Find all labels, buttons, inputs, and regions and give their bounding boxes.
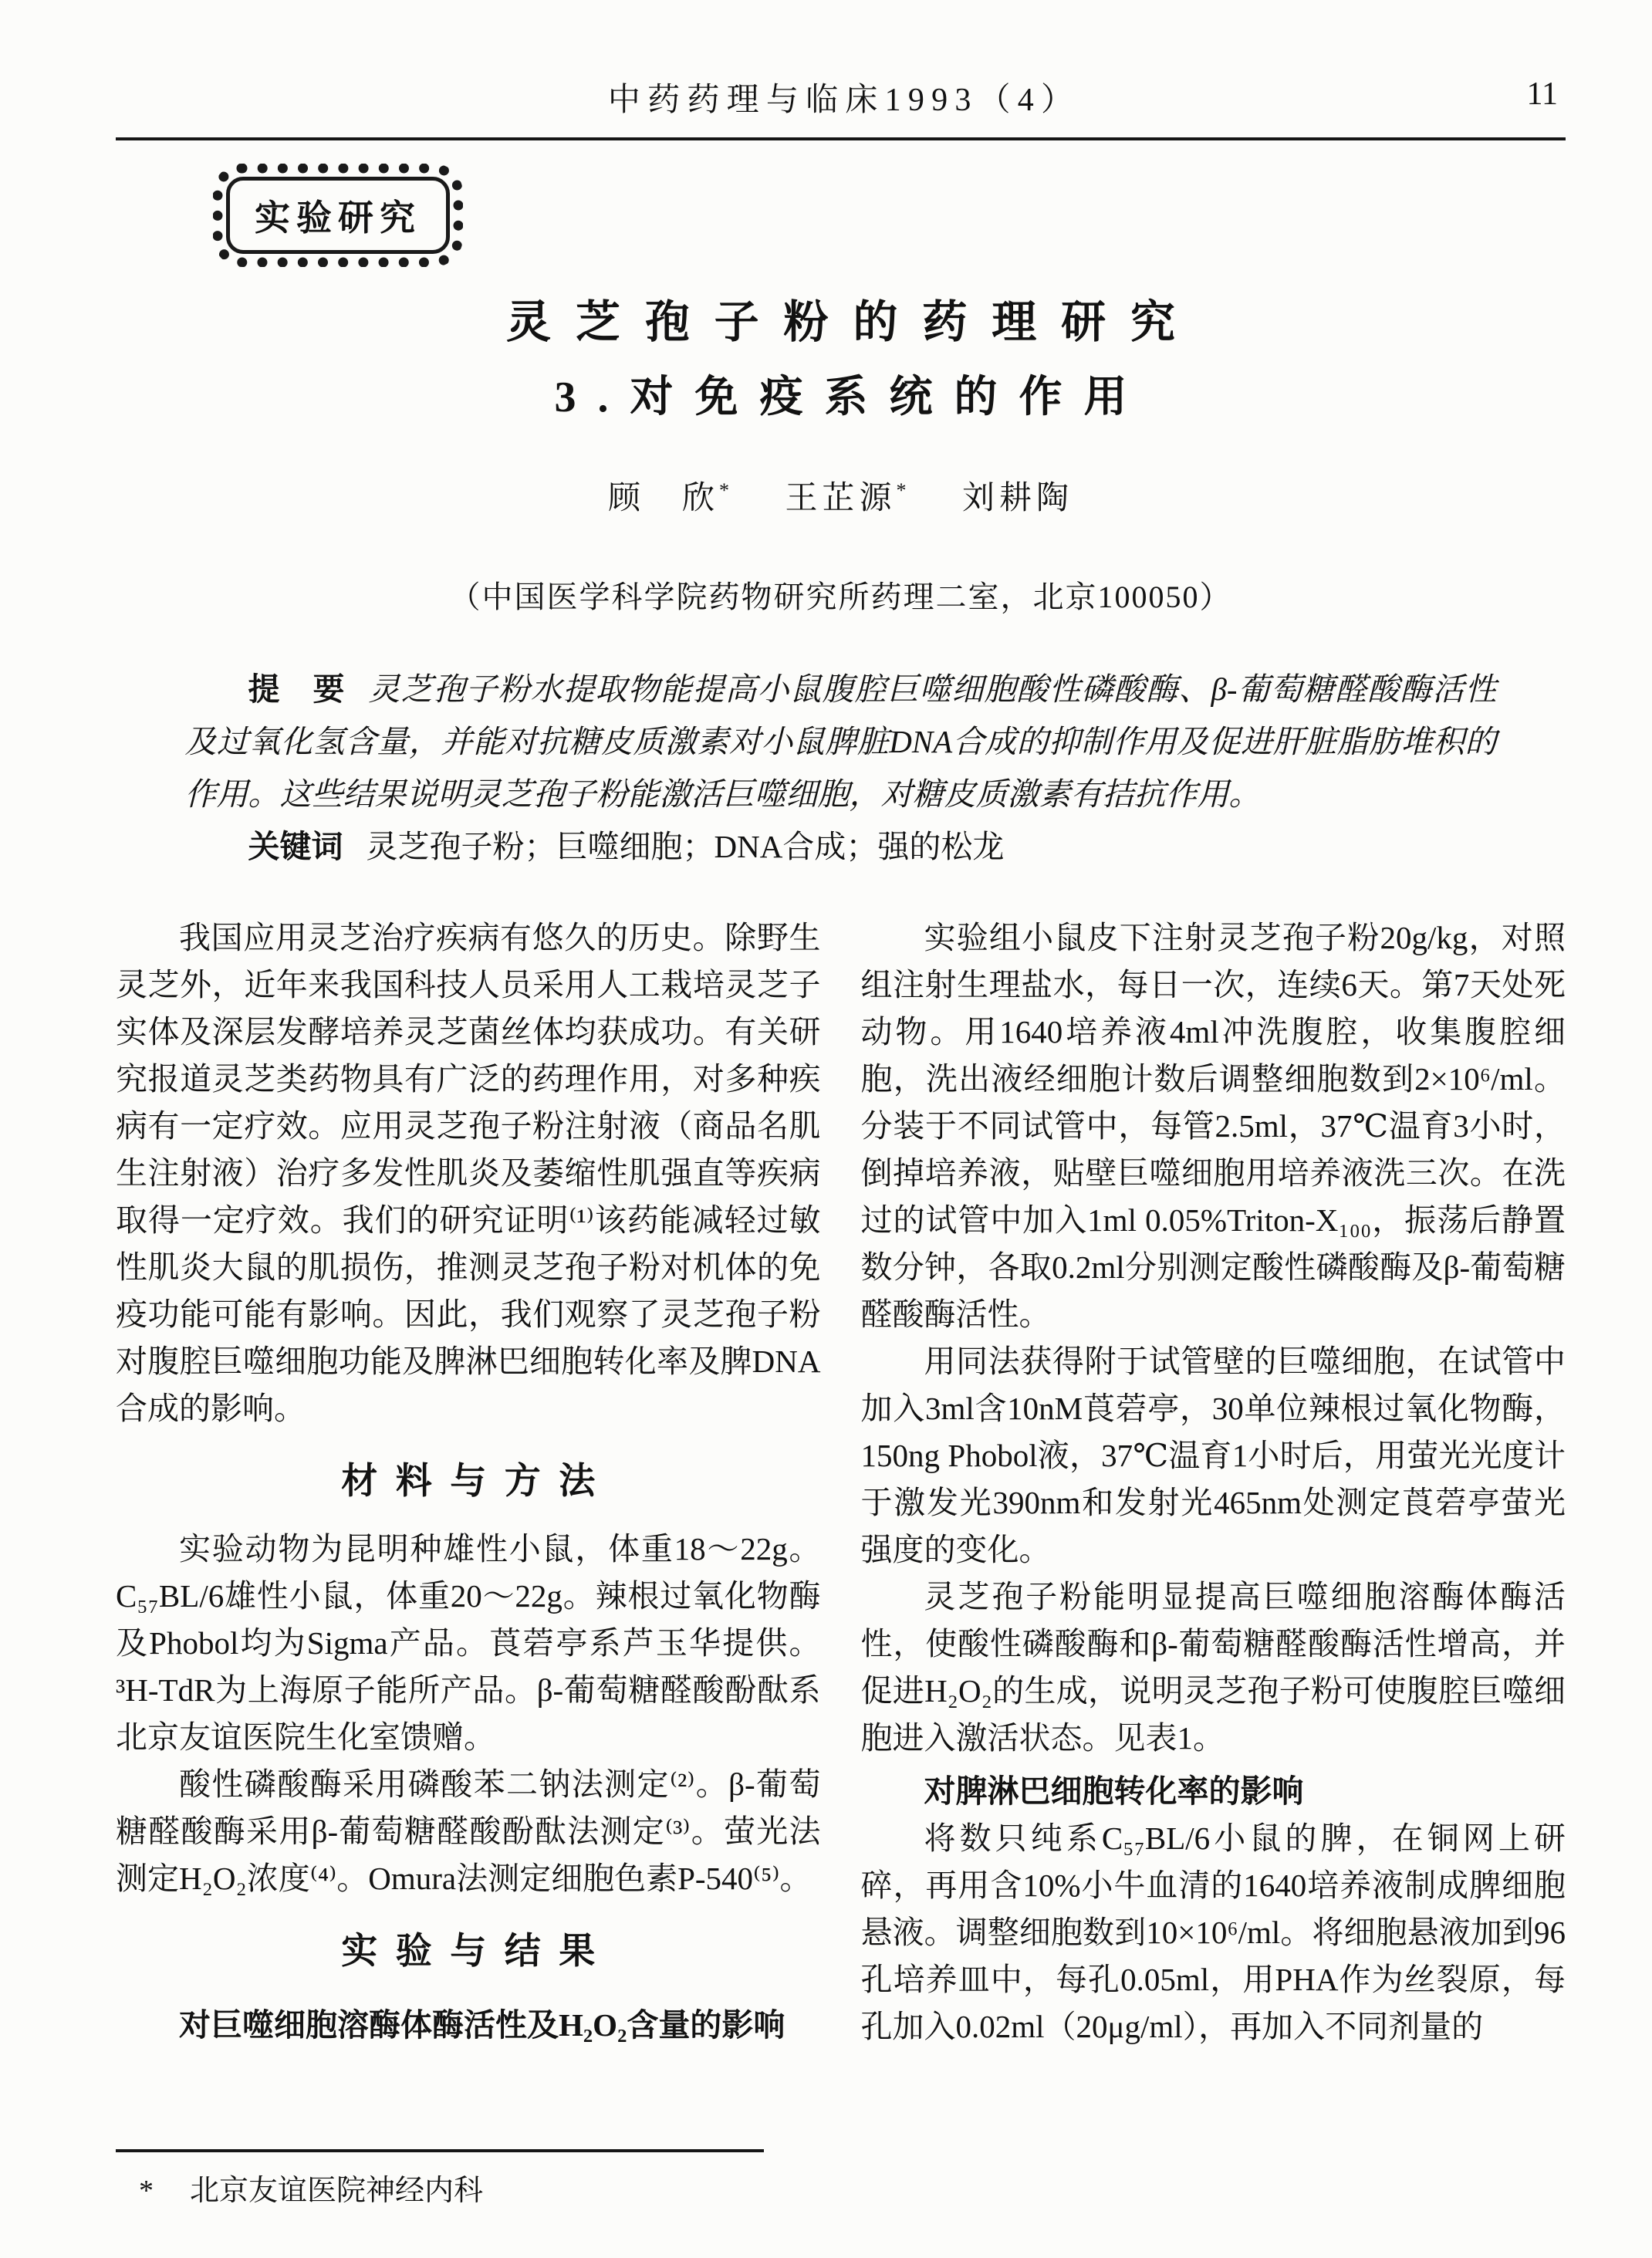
results-paragraph: 将数只纯系C₅₇BL/6小鼠的脾，在铜网上研碎，再用含10%小牛血清的1640培养液制成脾细胞悬液。调整细胞数到10×10⁶/ml。将细胞悬液加到96孔培养皿中，每孔0.05ml，用PHA作为丝裂原，每孔加入0.02ml（20μg/ml），再加入不同剂量的: [860, 1820, 1566, 2044]
results-paragraph: 用同法获得附于试管壁的巨噬细胞，在试管中加入3ml含10nM莨菪亭，30单位辣根过氧化物酶，150ng Phobol液，37℃温育1小时后，用萤光光度计于激发光390nm和发射光465nm处测定莨菪亭萤光强度的变化。: [860, 1344, 1566, 1567]
author-name: 刘耕陶: [962, 481, 1074, 516]
affiliation: （中国医学科学院药物研究所药理二室，北京100050）: [449, 580, 1232, 614]
footnote-block: [116, 2149, 821, 2215]
abstract-label: 提 要: [248, 671, 346, 707]
badge-row: [213, 164, 1566, 267]
experimental-research-badge: [213, 164, 463, 267]
author-line: [116, 472, 1566, 519]
right-column: [861, 914, 1566, 2215]
results-subheading-lymphocyte: 对脾淋巴细胞转化率的影响: [924, 1773, 1304, 1809]
results-paragraph: 灵芝孢子粉能明显提高巨噬细胞溶酶体酶活性，使酸性磷酸酶和β-葡萄糖醛酸酶活性增高，并促进H₂O₂的生成，说明灵芝孢子粉可使腹腔巨噬细胞进入激活状态。见表1。: [860, 1579, 1566, 1756]
article-title-line1: 灵芝孢子粉的药理研究: [505, 297, 1200, 347]
keywords-text: 灵芝孢子粉；巨噬细胞；DNA合成；强的松龙: [366, 829, 1005, 864]
abstract-block: [185, 663, 1497, 873]
header-rule: [116, 137, 1566, 140]
methods-paragraph: 酸性磷酸酶采用磷酸苯二钠法测定⁽²⁾。β-葡萄糖醛酸酶采用β-葡萄糖醛酸酚酞法测定⁽³⁾。萤光法测定H₂O₂浓度⁽⁴⁾。Omura法测定细胞色素P-540⁽⁵⁾。: [116, 1766, 821, 1896]
methods-paragraph: 实验动物为昆明种雄性小鼠，体重18～22g。C₅₇BL/6雄性小鼠，体重20～22g。辣根过氧化物酶及Phobol均为Sigma产品。莨菪亭系芦玉华提供。³H-TdR为上海原子能所产品。β-葡萄糖醛酸酚酞系北京友谊医院生化室馈赠。: [116, 1531, 821, 1755]
page-header: [116, 74, 1566, 120]
left-column: [116, 914, 821, 2215]
keywords-line: [185, 820, 1497, 873]
results-subheading-macrophage: 对巨噬细胞溶酶体酶活性及H₂O₂含量的影响: [179, 2007, 785, 2043]
intro-paragraph: 我国应用灵芝治疗疾病有悠久的历史。除野生灵芝外，近年来我国科技人员采用人工栽培灵芝子实体及深层发酵培养灵芝菌丝体均获成功。有关研究报道灵芝类药物具有广泛的药理作用，对多种疾病有一定疗效。应用灵芝孢子粉注射液（商品名肌生注射液）治疗多发性肌炎及萎缩性肌强直等疾病取得一定疗效。我们的研究证明⁽¹⁾该药能减轻过敏性肌炎大鼠的肌损伤，推测灵芝孢子粉对机体的免疫功能可能有影响。因此，我们观察了灵芝孢子粉对腹腔巨噬细胞功能及脾淋巴细胞转化率及脾DNA合成的影响。: [116, 920, 821, 1426]
footnote-mark: *: [139, 2175, 154, 2207]
results-paragraph: 实验组小鼠皮下注射灵芝孢子粉20g/kg，对照组注射生理盐水，每日一次，连续6天。第7天处死动物。用1640培养液4ml冲洗腹腔，收集腹腔细胞，洗出液经细胞计数后调整细胞数到2×10⁶/ml。分装于不同试管中，每管2.5ml，37℃温育3小时，倒掉培养液，贴壁巨噬细胞用培养液洗三次。在洗过的试管中加入1ml 0.05%Triton-X₁₀₀，振荡后静置数分钟，各取0.2ml分别测定酸性磷酸酶及β-葡萄糖醛酸酶活性。: [860, 920, 1566, 1332]
author-asterisk: *: [896, 479, 911, 502]
keywords-label: 关键词: [248, 829, 343, 864]
section-heading-results: 实验与结果: [341, 1932, 613, 1972]
abstract-paragraph: [185, 663, 1497, 820]
author-name: 顾 欣*: [607, 479, 734, 516]
section-heading-methods: 材料与方法: [341, 1462, 613, 1502]
badge-label: 实验研究: [226, 177, 450, 254]
abstract-text: 灵芝孢子粉水提取物能提高小鼠腹腔巨噬细胞酸性磷酸酶、β-葡萄糖醛酸酶活性及过氧化氢含量，并能对抗糖皮质激素对小鼠脾脏DNA合成的抑制作用及促进肝脏脂肪堆积的作用。这些结果说明灵芝孢子粉能激活巨噬细胞，对糖皮质激素有拮抗作用。: [184, 671, 1497, 812]
footnote-rule: [116, 2149, 764, 2152]
author-asterisk: *: [718, 479, 734, 502]
footnote-text: 北京友谊医院神经内科: [190, 2175, 484, 2207]
footnote-line: [116, 2168, 821, 2215]
author-name: 王芷源*: [785, 479, 911, 516]
journal-title: 中药药理与临床1993（4）: [607, 83, 1081, 118]
body-columns: [116, 914, 1566, 2215]
page-number: 11: [1526, 76, 1558, 112]
article-title-line2: 3.对免疫系统的作用: [554, 374, 1149, 421]
